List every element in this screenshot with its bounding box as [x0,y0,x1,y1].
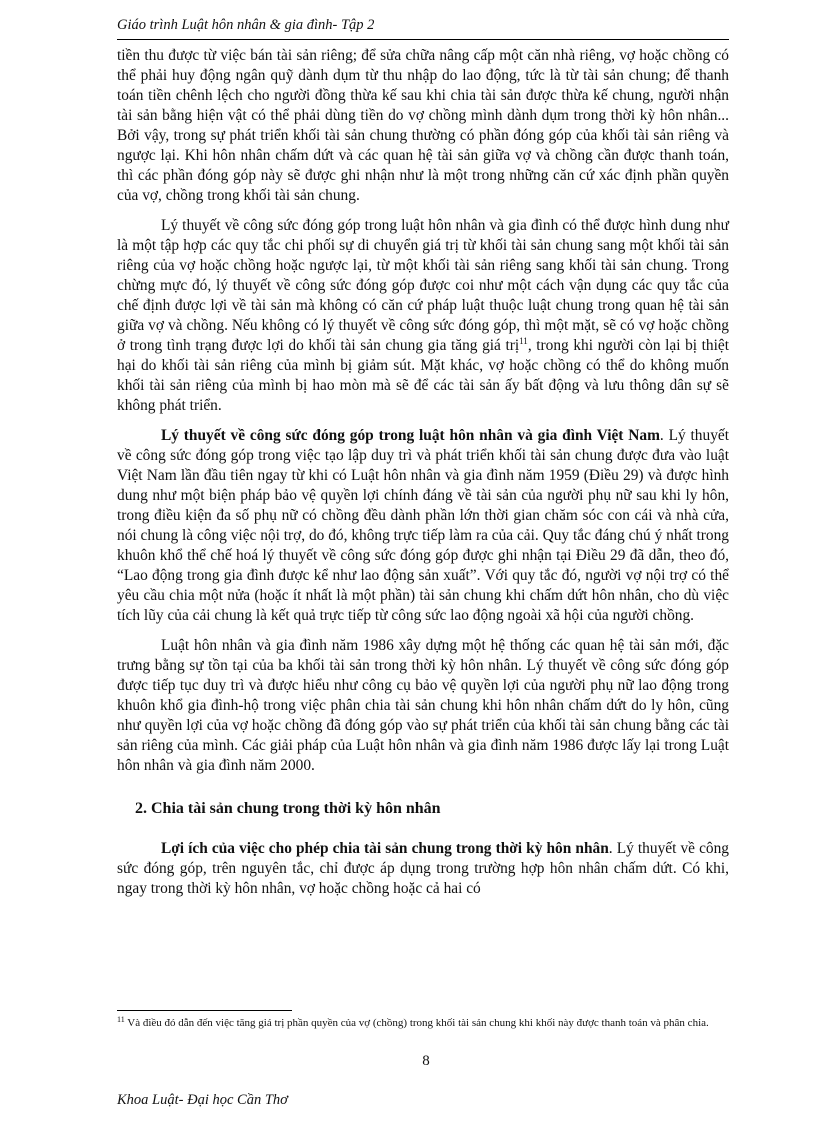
running-footer: Khoa Luật- Đại học Cần Thơ [117,1092,288,1108]
paragraph-2 [117,216,729,416]
paragraph-4: Luật hôn nhân và gia đình năm 1986 xây dựng một hệ thống các quan hệ tài sản mới, đặc trưng bằng sự tồn tại của ba khối tài sản trong thời kỳ hôn nhân. Lý thuyết về công sức đóng góp được tiếp tục duy trì và được hiểu như công cụ bảo vệ quyền lợi của người phụ nữ lao động trong khuôn khổ gia đình-hộ trong việc phân chia tài sản chung khi hôn nhân chấm dứt do ly hôn, cũng như quyền lợi của vợ hoặc chồng đã đóng góp vào sự phát triển của khối tài sản chung bằng các tài sản riêng của mình. Các giải pháp của Luật hôn nhân và gia đình năm 1986 được lấy lại trong Luật hôn nhân và gia đình năm 2000. [117,637,729,774]
running-header: Giáo trình Luật hôn nhân & gia đình- Tập 2 [117,17,375,33]
paragraph-1: tiền thu được từ việc bán tài sản riêng; để sửa chữa nâng cấp một căn nhà riêng, vợ hoặc chồng có thể phải huy động ngân quỹ dành dụm từ thu nhập do lao động, tức là từ tài sản chung; để thanh toán tiền chênh lệch cho người đồng thừa kế sau khi chia tài sản được thừa kế chung, người nhận tài sản bằng hiện vật có thể phải dùng tiền do vợ chồng mình dành dụm trong thời kỳ hôn nhân... Bởi vậy, trong sự phát triển khối tài sản chung thường có phần đóng góp của khối tài sản riêng và ngược lại. Khi hôn nhân chấm dứt và các quan hệ tài sản giữa vợ và chồng cần được thanh toán, thì các phần đóng góp này sẽ được ghi nhận như là một trong những căn cứ xác định phần quyền của vợ, chồng trong khối tài sản chung. [117,47,729,204]
document-body [117,46,729,899]
section-heading: 2. Chia tài sản chung trong thời kỳ hôn nhân [135,800,441,817]
footnote-rule [117,1010,292,1011]
footnote-number: 11 [117,1015,125,1024]
footnote-text: Và điều đó dẫn đến việc tăng giá trị phần quyền của vợ (chồng) trong khối tài sản chung khi khối này được thanh toán và phân chia. [127,1017,709,1029]
paragraph-3-text: . Lý thuyết về công sức đóng góp trong việc tạo lập duy trì và phát triển khối tài sản chung được đưa vào luật Việt Nam lần đầu tiên ngay từ khi có Luật hôn nhân và gia đình năm 1959 (Điều 29) và được hình dung như một biện pháp bảo vệ quyền lợi chính đáng về tài sản của người phụ nữ sau khi ly hôn, trong điều kiện đa số phụ nữ có chồng đều dành phần lớn thời gian chăm sóc con cái và nhà cửa, nói chung là công việc nội trợ, do đó, không trực tiếp làm ra của cải. Quy tắc đáng chú ý nhất trong khuôn khổ thể chế hoá lý thuyết về công sức đóng góp được ghi nhận tại Điều 29 đã dẫn, theo đó, “Lao động trong gia đình được kể như lao động sản xuất”. Với quy tắc đó, người vợ nội trợ có thể yêu cầu chia một nửa (hoặc ít nhất là một phần) tài sản chung khi chấm dứt hôn nhân, cho dù việc tích lũy của cải chung là kết quả trực tiếp từ công sức lao động ngoài xã hội của người chồng. [117,427,730,624]
paragraph-3 [117,426,729,626]
paragraph-3-lead: Lý thuyết về công sức đóng góp trong luật hôn nhân và gia đình Việt Nam [161,427,660,444]
header-rule [117,39,729,40]
paragraph-2-text: Lý thuyết về công sức đóng góp trong luật hôn nhân và gia đình có thể được hình dung như là một tập hợp các quy tắc chi phối sự di chuyển giá trị từ khối tài sản chung sang một khối tài sản riêng của vợ hoặc chồng hoặc ngược lại, từ một khối tài sản riêng sang khối tài sản chung. Trong chừng mực đó, lý thuyết về công sức đóng góp được coi như một cách vận dụng các quy tắc của chế định được lợi về tài sản mà không có căn cứ pháp luật thuộc luật chung trong quan hệ tài sản giữa vợ và chồng. Nếu không có lý thuyết về công sức đóng góp, thì một mặt, sẽ có vợ hoặc chồng ở trong tình trạng được lợi do khối tài sản chung gia tăng giá trị [117,217,729,354]
footnote-reference[interactable]: 11 [519,336,528,346]
paragraph-5-lead: Lợi ích của việc cho phép chia tài sản chung trong thời kỳ hôn nhân [161,840,609,857]
paragraph-5 [117,839,729,899]
page-number: 8 [422,1053,430,1069]
paragraph-5-text: . Lý thuyết về công sức đóng góp, trên nguyên tắc, chỉ được áp dụng trong trường hợp hôn nhân chấm dứt. Có khi, ngay trong thời kỳ hôn nhân, vợ hoặc chồng hoặc cả hai có [117,840,730,897]
paragraph-2-continued: , trong khi người còn lại bị thiệt hại do khối tài sản riêng của mình bị giảm sút. Mặt khác, vợ hoặc chồng có thể do không muốn khối tài sản riêng của mình bị hao mòn mà sẽ để các tài sản ấy bất động và lưu thông dân sự sẽ không phát triển. [117,337,729,414]
footnote [117,1015,729,1032]
